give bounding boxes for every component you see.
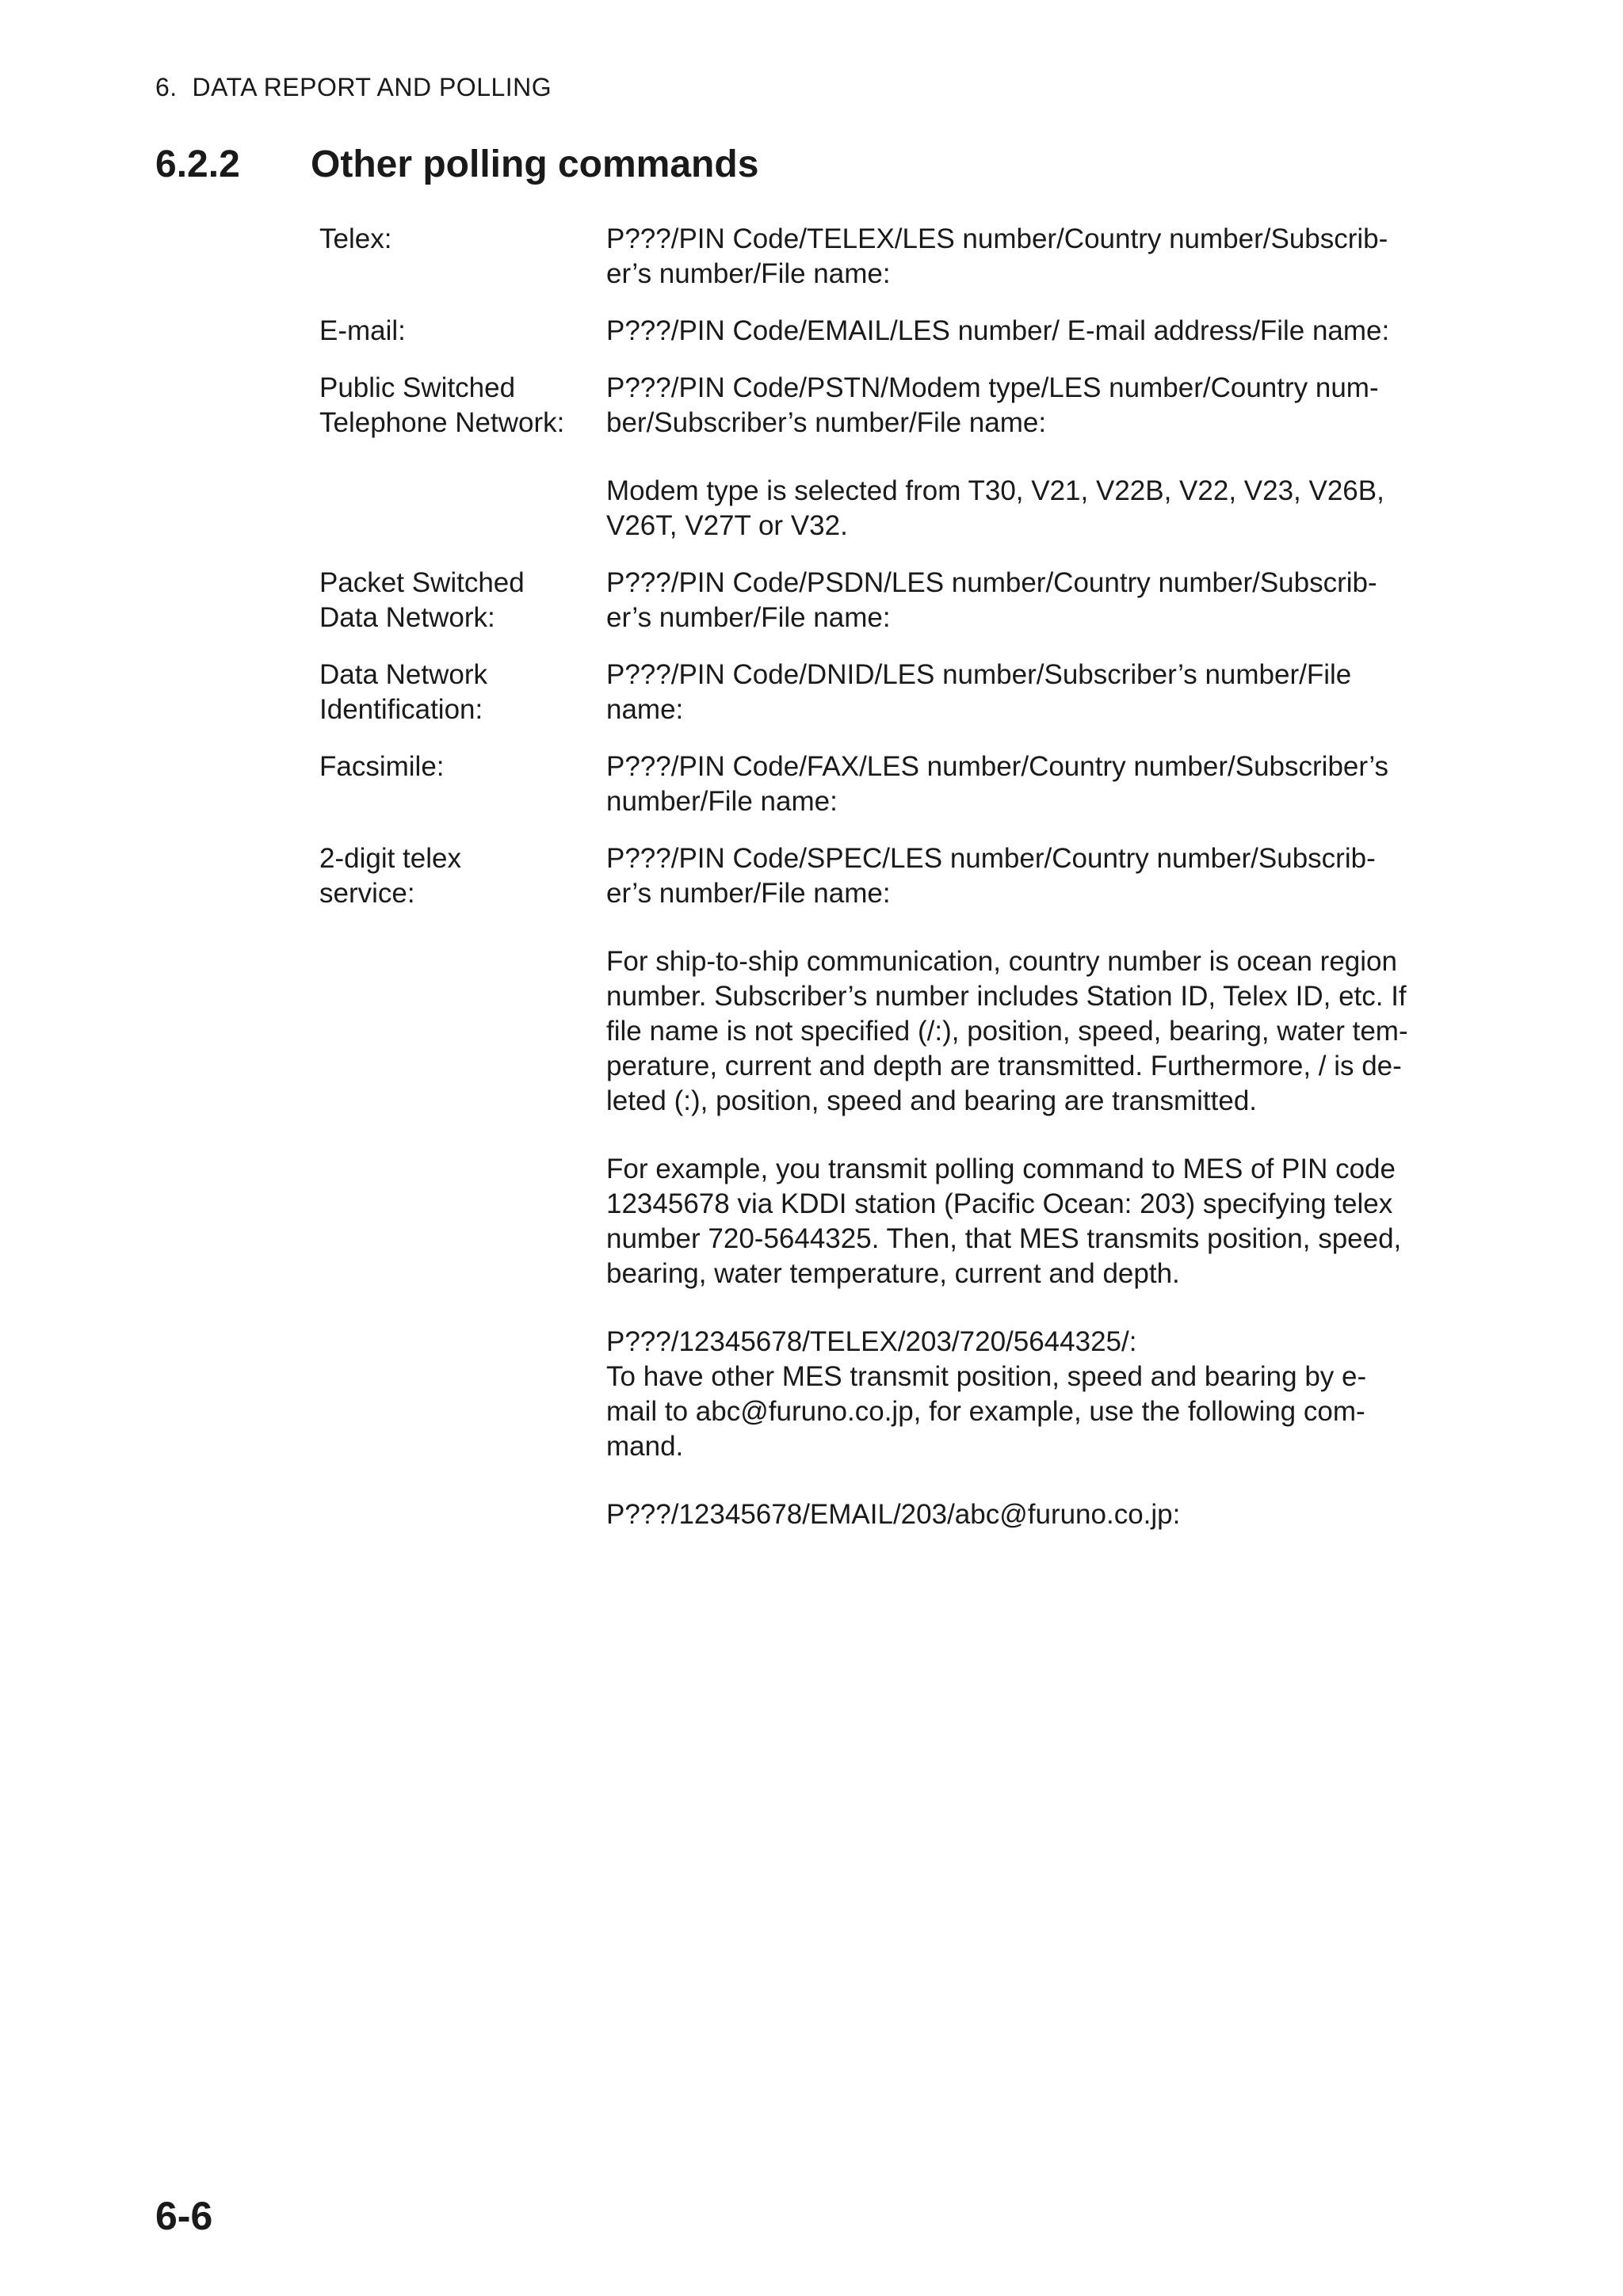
command-paragraph: P???/PIN Code/PSDN/LES number/Country number/Subscrib- er’s number/File name:: [606, 567, 1377, 633]
command-content: [606, 222, 1445, 292]
command-label: Public Switched Telephone Network:: [319, 372, 565, 438]
command-row-psdn: [319, 566, 1445, 635]
command-note: For ship-to-ship communication, country number is ocean region number. Subscriber’s number includes Station ID, Telex ID, etc. If file name is not specified (/:), position, speed, bearing, water tem- perature, current and depth are transmitted. Furthermore, / is de- leted (:), position, speed and bearing are transmitted.: [606, 946, 1408, 1116]
command-paragraph: P???/PIN Code/PSTN/Modem type/LES number/Country num- ber/Subscriber’s number/File name:: [606, 372, 1379, 438]
command-row-telex: [319, 222, 1445, 292]
page-number: 6-6: [155, 2194, 213, 2238]
command-content: [606, 371, 1445, 543]
section-title: Other polling commands: [311, 143, 759, 185]
command-content: [606, 658, 1445, 727]
command-example: For example, you transmit polling command to MES of PIN code 12345678 via KDDI station (Pacific Ocean: 203) specifying telex number 720-5644325. Then, that MES transmits position, speed, bearing, water temperature, current and depth.: [606, 1154, 1402, 1289]
command-label: Packet Switched Data Network:: [319, 567, 525, 633]
section-heading: [155, 143, 758, 186]
command-row-dnid: [319, 658, 1445, 727]
command-content: [606, 841, 1445, 1532]
command-paragraph: P???/PIN Code/EMAIL/LES number/ E-mail address/File name:: [606, 315, 1390, 346]
command-note: Modem type is selected from T30, V21, V22B, V22, V23, V26B, V26T, V27T or V32.: [606, 475, 1384, 541]
command-content: [606, 749, 1445, 819]
section-number: 6.2.2: [155, 143, 240, 185]
command-row-pstn: [319, 371, 1445, 543]
command-paragraph: P???/PIN Code/TELEX/LES number/Country number/Subscrib- er’s number/File name:: [606, 223, 1388, 289]
command-list: [319, 222, 1445, 1554]
running-header: 6. DATA REPORT AND POLLING: [155, 73, 552, 101]
command-row-fax: [319, 749, 1445, 819]
command-label: Telex:: [319, 223, 392, 254]
command-example: P???/12345678/TELEX/203/720/5644325/: To have other MES transmit position, speed and bearing by e- mail to abc@furuno.co.jp, for example, use the following com- mand.: [606, 1326, 1367, 1462]
command-row-spec: [319, 841, 1445, 1532]
command-paragraph: P???/PIN Code/FAX/LES number/Country number/Subscriber’s number/File name:: [606, 751, 1388, 817]
command-label: Data Network Identification:: [319, 659, 488, 725]
command-label: Facsimile:: [319, 751, 445, 782]
command-paragraph: P???/PIN Code/SPEC/LES number/Country number/Subscrib- er’s number/File name:: [606, 843, 1376, 909]
command-example: P???/12345678/EMAIL/203/abc@furuno.co.jp:: [606, 1499, 1181, 1530]
command-content: [606, 566, 1445, 635]
command-content: [606, 314, 1445, 349]
command-label: E-mail:: [319, 315, 406, 346]
command-paragraph: P???/PIN Code/DNID/LES number/Subscriber’s number/File name:: [606, 659, 1352, 725]
command-row-email: [319, 314, 1445, 349]
command-label: 2-digit telex service:: [319, 843, 461, 909]
